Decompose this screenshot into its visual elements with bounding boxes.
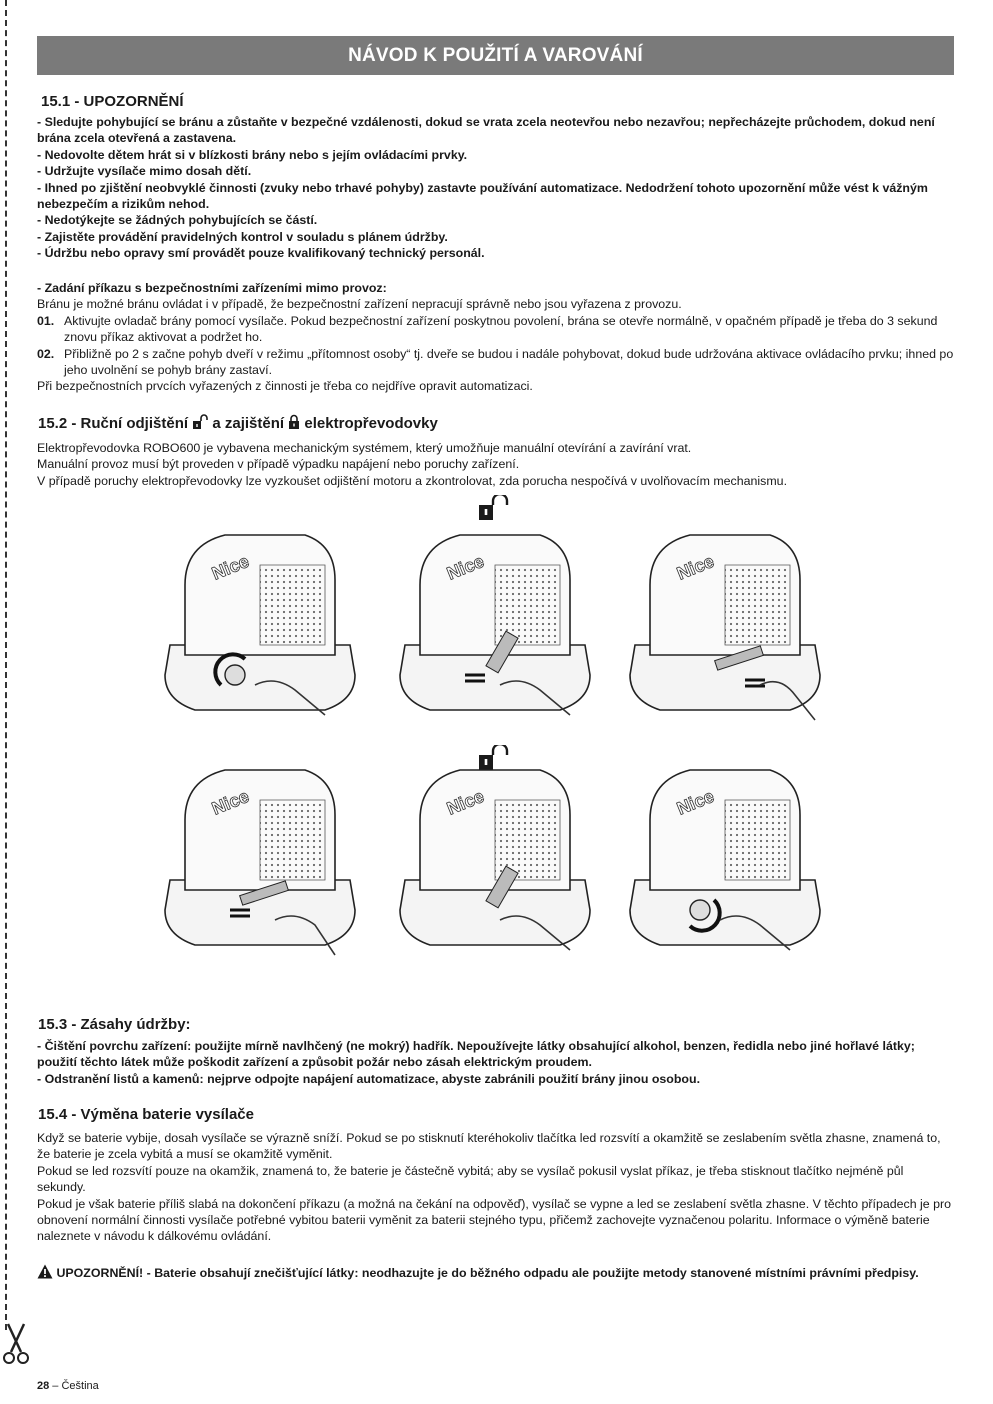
battery-warning [37, 1264, 954, 1281]
brand-logo: Nice [674, 785, 717, 819]
gearmotor-illustration [620, 525, 850, 735]
page-banner: NÁVOD K POUŽITÍ A VAROVÁNÍ [37, 36, 954, 75]
step-number: 01. [37, 313, 55, 328]
step-text: Přibližně po 2 s začne pohyb dveří v režimu „přítomnost osoby“ tj. dveře se budou i nadále pohybovat, dokud bude udržována aktivace ovládacího prvku; ihned po jeho uvolnění se pohyb brány zastaví. [64, 346, 954, 378]
warning-icon [37, 1264, 53, 1279]
brand-logo: Nice [209, 785, 252, 819]
warning-item: - Údržbu nebo opravy smí provádět pouze kvalifikovaný technický personál. [37, 246, 485, 261]
section-15-3-heading: 15.3 - Zásahy údržby: [38, 1016, 191, 1033]
section-15-1-heading: 15.1 - UPOZORNĚNÍ [41, 93, 184, 110]
gearmotor-illustration [155, 760, 385, 970]
brand-logo: Nice [674, 550, 717, 584]
heading-part: 15.2 - Ruční odjištění [38, 415, 189, 432]
section-15-2-heading [38, 414, 438, 432]
step-text: Aktivujte ovladač brány pomocí vysílače. Pokud bezpečnostní zařízení poskytnou povolení, brána se otevře normálně, v opačném případě je třeba do 3 sekund znovu příkaz aktivovat a podržet ho. [64, 313, 938, 345]
paragraph: V případě poruchy elektropřevodovky lze vyzkoušet odjištění motoru a zkontrolovat, zda porucha nespočívá v uvolňovacím mechanismu. [37, 473, 788, 488]
release-figures [115, 495, 835, 970]
section-15-3-text [37, 1038, 954, 1087]
paragraph: Elektropřevodovka ROBO600 je vybavena mechanickým systémem, který umožňuje manuální otevírání a zavírání vrat. [37, 441, 692, 455]
brand-logo: Nice [444, 785, 487, 819]
battery-warning-line [37, 1264, 954, 1281]
gearmotor-illustration [390, 760, 620, 970]
command-intro: Bránu je možné bránu ovládat i v případě, že bezpečnostní zařízení nepracují správně nebo jsou vyřazena z provozu. [37, 297, 682, 312]
command-subheading: - Zadání příkazu s bezpečnostními zařízeními mimo provoz: [37, 281, 387, 295]
page-footer [37, 1380, 99, 1392]
gearmotor-illustration [155, 525, 385, 735]
maintenance-item: - Čištění povrchu zařízení: použijte mírně navlhčený (ne mokrý) hadřík. Nepoužívejte látky obsahující alkohol, benzen, ředidla nebo jiné hořlavé látky; použití těchto látek může poškodit zařízení a způsobit požár nebo zásah elektrickým proudem. [37, 1039, 915, 1070]
command-outro: Při bezpečnostních prvcích vyřazených z činnosti je třeba co nejdříve opravit automatizaci. [37, 379, 533, 394]
cut-line [5, 0, 7, 1330]
footer-separator: – [49, 1380, 62, 1392]
gearmotor-illustration [620, 760, 850, 970]
lock-icon [288, 414, 300, 430]
warning-item: - Zajistěte provádění pravidelných kontrol v souladu s plánem údržby. [37, 229, 448, 244]
battery-warning-text: UPOZORNĚNÍ! - Baterie obsahují znečišťující látky: neodhazujte je do běžného odpadu ale použijte metody stanovené místními právními předpisy. [56, 1266, 919, 1280]
paragraph: Manuální provoz musí být proveden v případě výpadku napájení nebo poruchy zařízení. [37, 457, 520, 472]
section-15-4-text [37, 1130, 954, 1245]
step-item [37, 346, 954, 379]
paragraph: Když se baterie vybije, dosah vysílače se výrazně sníží. Pokud se po stisknutí kteréhokoliv tlačítka led rozsvítí a okamžitě se zeslabením světla zhasne, znamená to, že baterie je zcela vybitá a musí se okamžitě vyměnit. [37, 1131, 941, 1162]
brand-logo: Nice [209, 550, 252, 584]
paragraph: Pokud se led rozsvítí pouze na okamžik, znamená to, že baterie je částečně vybitá; aby se vysílač pokusil vyslat příkaz, je třeba stisknout tlačítko nejméně půl sekundy. [37, 1163, 904, 1195]
step-number: 02. [37, 346, 55, 361]
scissors-icon [0, 1322, 32, 1368]
maintenance-item: - Odstranění listů a kamenů: nejprve odpojte napájení automatizace, abyste zabránili použití brány jinou osobou. [37, 1071, 701, 1086]
warning-item: - Ihned po zjištění neobvyklé činnosti (zvuky nebo trhavé pohyby) zastavte používání automatizace. Nedodržení tohoto upozornění může vést k vážným nebezpečím a rizikům nehod. [37, 180, 928, 212]
page-number: 28 [37, 1380, 50, 1392]
heading-part: a zajištění [212, 415, 285, 432]
step-item [37, 313, 954, 346]
safety-off-command [37, 280, 954, 395]
brand-logo: Nice [444, 550, 487, 584]
paragraph: Pokud je však baterie příliš slabá na dokončení příkazu (a možná na čekání na odpověď), vysílač se vypne a led se zeslabení světla zhasne. V těchto případech je pro obnovení normální činnosti vysílače potřebné vybitou baterii vyměnit za baterii stejného typu, přičemž zachovejte vyznačenou polaritu. Informace o výměně baterie naleznete v návodu k dálkovému ovládání. [37, 1196, 952, 1244]
warning-item: - Nedotýkejte se žádných pohybujících se částí. [37, 213, 318, 228]
warning-item: - Udržujte vysílače mimo dosah dětí. [37, 164, 252, 179]
gearmotor-illustration [390, 525, 620, 735]
section-15-1-warnings [37, 114, 954, 262]
section-15-2-text [37, 440, 954, 489]
section-15-4-heading: 15.4 - Výměna baterie vysílače [38, 1106, 254, 1123]
heading-part: elektropřevodovky [304, 415, 438, 432]
warning-item: - Nedovolte dětem hrát si v blízkosti brány nebo s jejím ovládacími prvky. [37, 147, 468, 162]
unlock-icon [192, 414, 208, 430]
warning-item: - Sledujte pohybující se bránu a zůstaňte v bezpečné vzdálenosti, dokud se vrata zcela neotevřou nebo nezavřou; nepřecházejte průchodem, dokud není brána zcela otevřená a zastavena. [37, 115, 935, 146]
unlock-icon [477, 495, 511, 523]
footer-language: Čeština [61, 1380, 99, 1392]
